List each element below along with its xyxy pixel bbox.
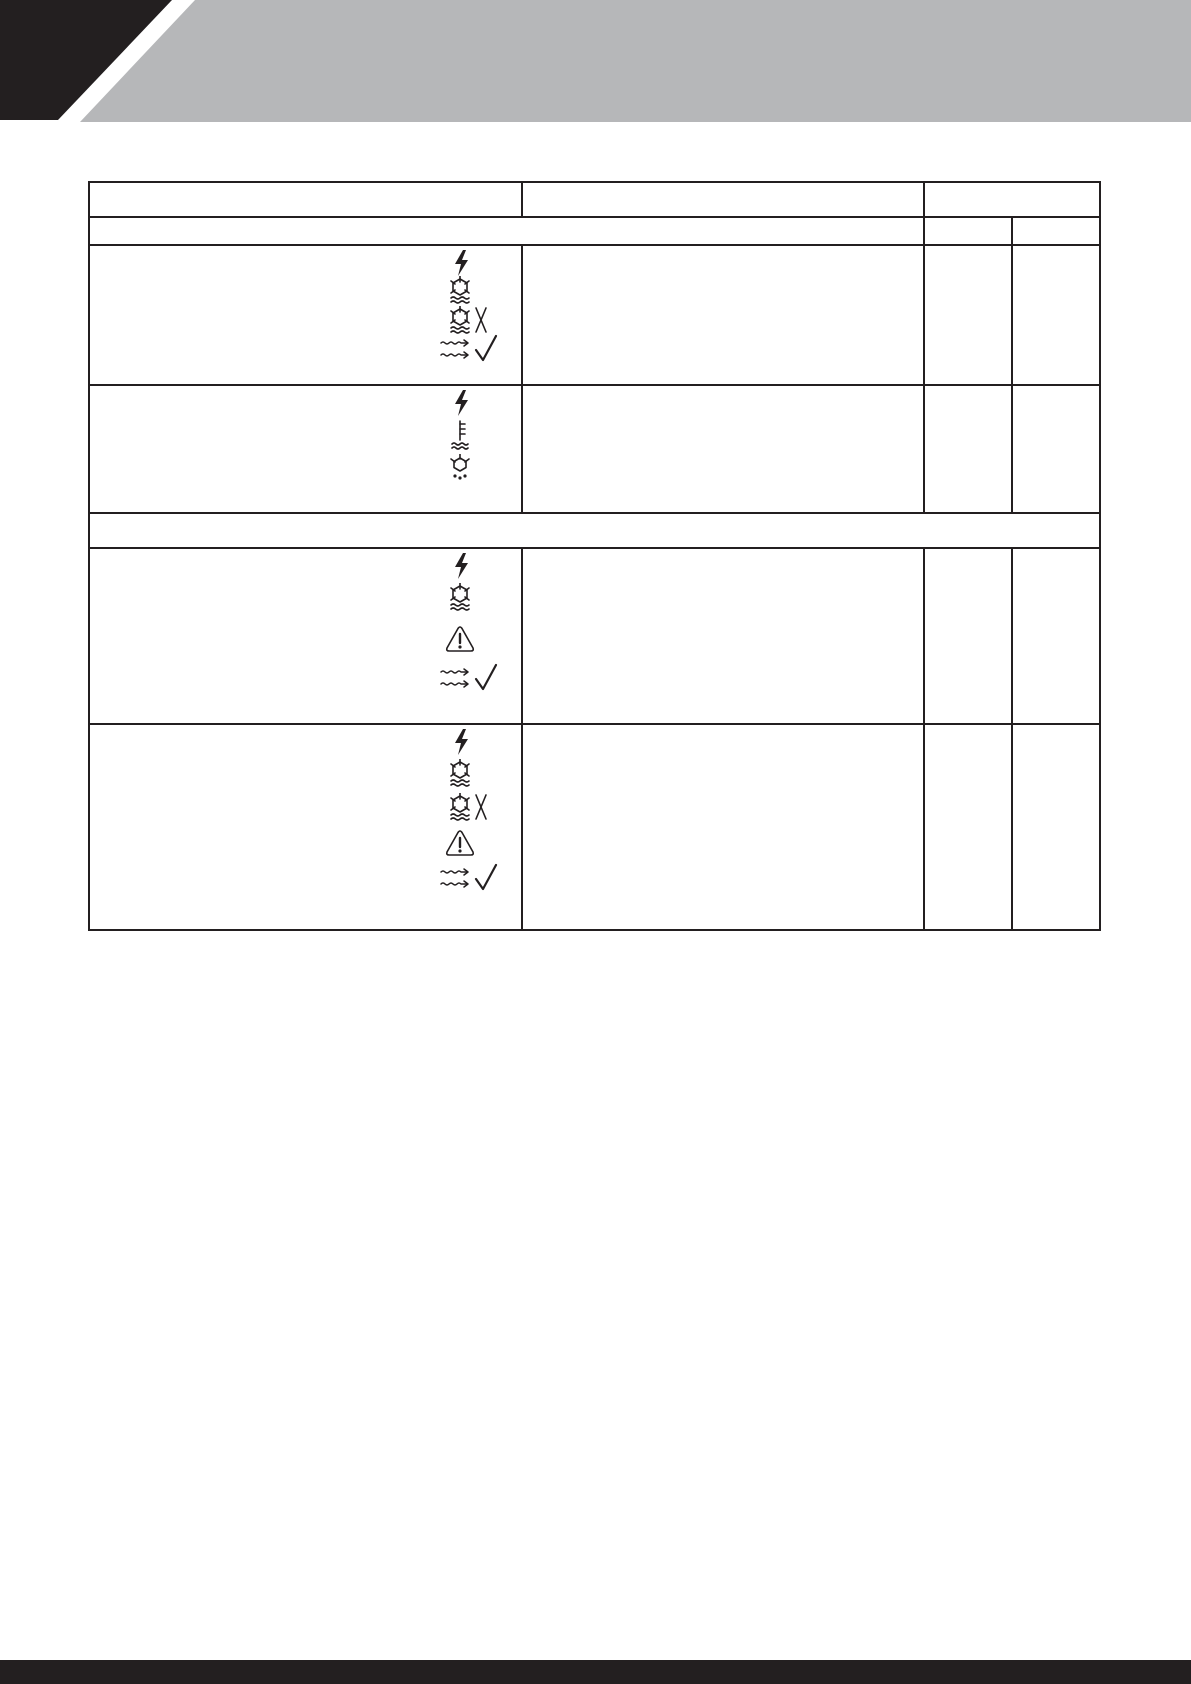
footer-bar	[0, 1660, 1191, 1684]
lightning-icon	[452, 390, 472, 416]
section-1-sub-cell-2	[1012, 217, 1100, 245]
icon-cell	[89, 245, 522, 385]
header-cell-2	[522, 182, 924, 217]
table-row	[89, 724, 1100, 930]
lightning-icon	[452, 553, 472, 579]
airflow-icon	[440, 667, 472, 691]
description-cell	[522, 548, 924, 724]
snowflake-icon	[448, 276, 472, 304]
icon-cell	[89, 385, 522, 513]
value-cell	[1012, 245, 1100, 385]
section-1-header-row	[89, 217, 1100, 245]
banner-gray-band	[80, 0, 1191, 122]
snowflake-icon	[448, 793, 472, 821]
header-banner	[0, 0, 1191, 122]
icon-cell	[89, 724, 522, 930]
table-header-row	[89, 182, 1100, 217]
defrost-drip-icon	[448, 454, 472, 480]
airflow-icon	[440, 338, 472, 362]
snowflake-icon	[448, 759, 472, 787]
airflow-icon	[440, 867, 472, 891]
section-2-header-row	[89, 513, 1100, 548]
lightning-icon	[452, 729, 472, 755]
check-icon	[474, 334, 498, 362]
description-cell	[522, 385, 924, 513]
value-cell	[924, 385, 1012, 513]
check-icon	[474, 663, 498, 691]
table-row	[89, 245, 1100, 385]
check-icon	[474, 863, 498, 891]
cross-icon	[474, 306, 488, 334]
snowflake-icon	[448, 306, 472, 334]
header-cell-3	[924, 182, 1100, 217]
lightning-icon	[452, 250, 472, 276]
section-1-sub-cell-1	[924, 217, 1012, 245]
warning-triangle-icon	[445, 829, 475, 857]
icon-cell	[89, 548, 522, 724]
value-cell	[924, 548, 1012, 724]
value-cell	[1012, 385, 1100, 513]
cross-icon	[474, 793, 488, 821]
thermometer-icon	[450, 420, 474, 450]
section-2-title-cell	[89, 513, 1100, 548]
description-cell	[522, 245, 924, 385]
header-cell-1	[89, 182, 522, 217]
section-1-title-cell	[89, 217, 924, 245]
indicator-table	[88, 181, 1101, 931]
warning-triangle-icon	[445, 625, 475, 653]
snowflake-icon	[448, 583, 472, 611]
table-row	[89, 548, 1100, 724]
value-cell	[1012, 724, 1100, 930]
table-row	[89, 385, 1100, 513]
value-cell	[1012, 548, 1100, 724]
description-cell	[522, 724, 924, 930]
value-cell	[924, 245, 1012, 385]
value-cell	[924, 724, 1012, 930]
